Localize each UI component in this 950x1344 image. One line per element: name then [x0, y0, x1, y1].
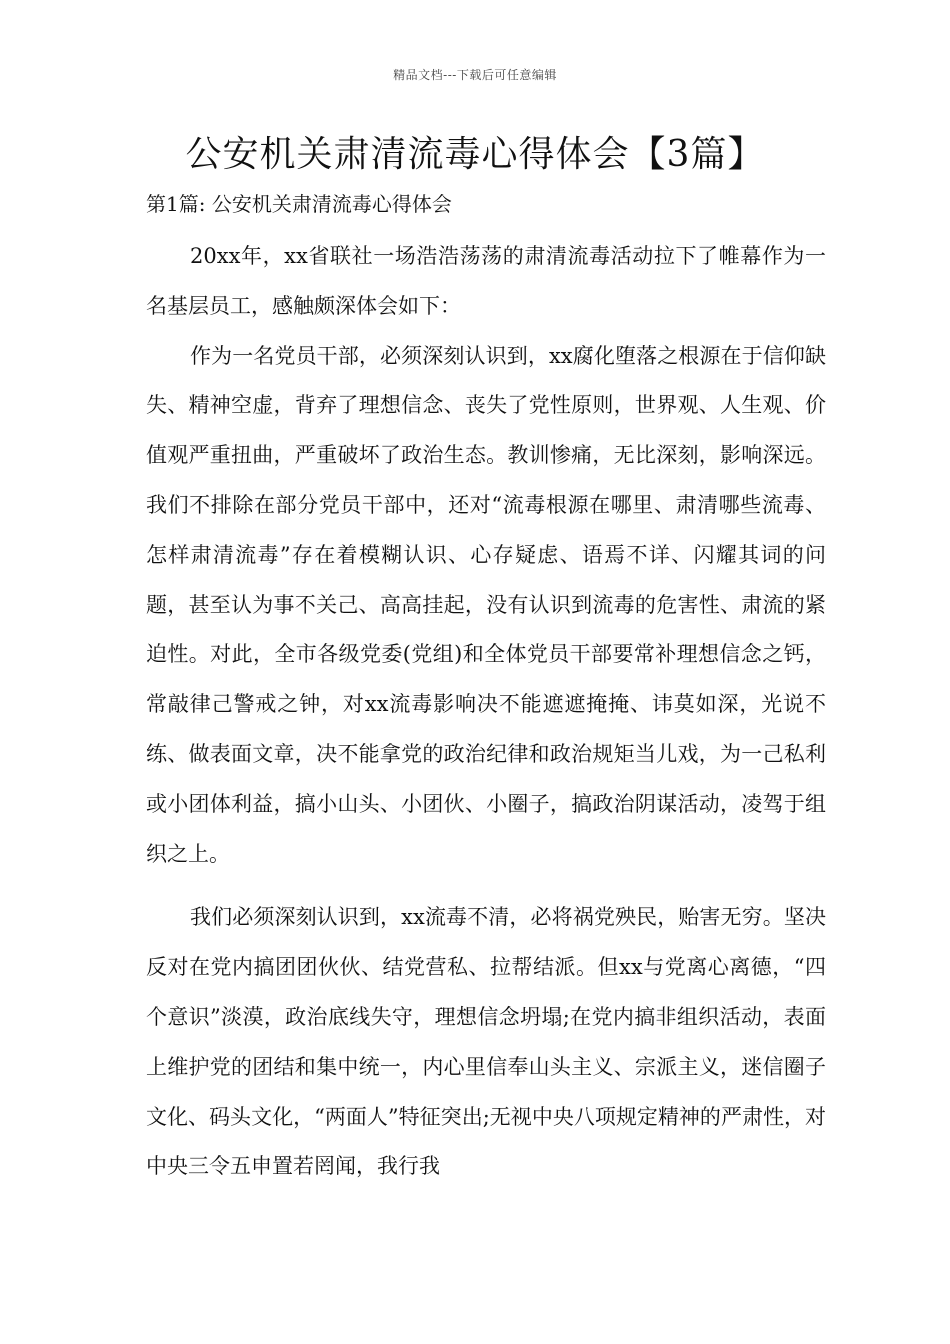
document-title: 公安机关肃清流毒心得体会【3篇】 [185, 134, 765, 175]
section-heading: 第1篇: 公安机关肃清流毒心得体会 [146, 192, 452, 216]
paragraph-2: 作为一名党员干部，必须深刻认识到，xx腐化堕落之根源在于信仰缺失、精神空虚，背弃了理想信念、丧失了党性原则，世界观、人生观、价值观严重扭曲，严重破坏了政治生态。教训惨痛，无比深刻，影响深远。我们不排除在部分党员干部中，还对“流毒根源在哪里、肃清哪些流毒、怎样肃清流毒”存在着模糊认识、心存疑虑、语焉不详、闪耀其词的问题，甚至认为事不关己、高高挂起，没有认识到流毒的危害性、肃流的紧迫性。对此，全市各级党委(党组)和全体党员干部要常补理想信念之钙，常敲律己警戒之钟，对xx流毒影响决不能遮遮掩掩、讳莫如深，光说不练、做表面文章，决不能拿党的政治纪律和政治规矩当儿戏，为一己私利或小团体利益，搞小山头、小团伙、小圈子，搞政治阴谋活动，凌驾于组织之上。 [146, 343, 826, 866]
paragraph-3: 我们必须深刻认识到，xx流毒不清，必将祸党殃民，贻害无穷。坚决反对在党内搞团团伙伙、结党营私、拉帮结派。但xx与党离心离德，“四个意识”淡漠，政治底线失守，理想信念坍塌;在党内搞非组织活动，表面上维护党的团结和集中统一，内心里信奉山头主义、宗派主义，迷信圈子文化、码头文化，“两面人”特征突出;无视中央八项规定精神的严肃性，对中央三令五申置若罔闻，我行我 [146, 905, 826, 1179]
paragraph-1: 20xx年，xx省联社一场浩浩荡荡的肃清流毒活动拉下了帷幕作为一名基层员工，感触颇深体会如下： [146, 244, 826, 318]
body-text [146, 232, 826, 1192]
header-note: 精品文档---下载后可任意编辑 [393, 68, 557, 82]
